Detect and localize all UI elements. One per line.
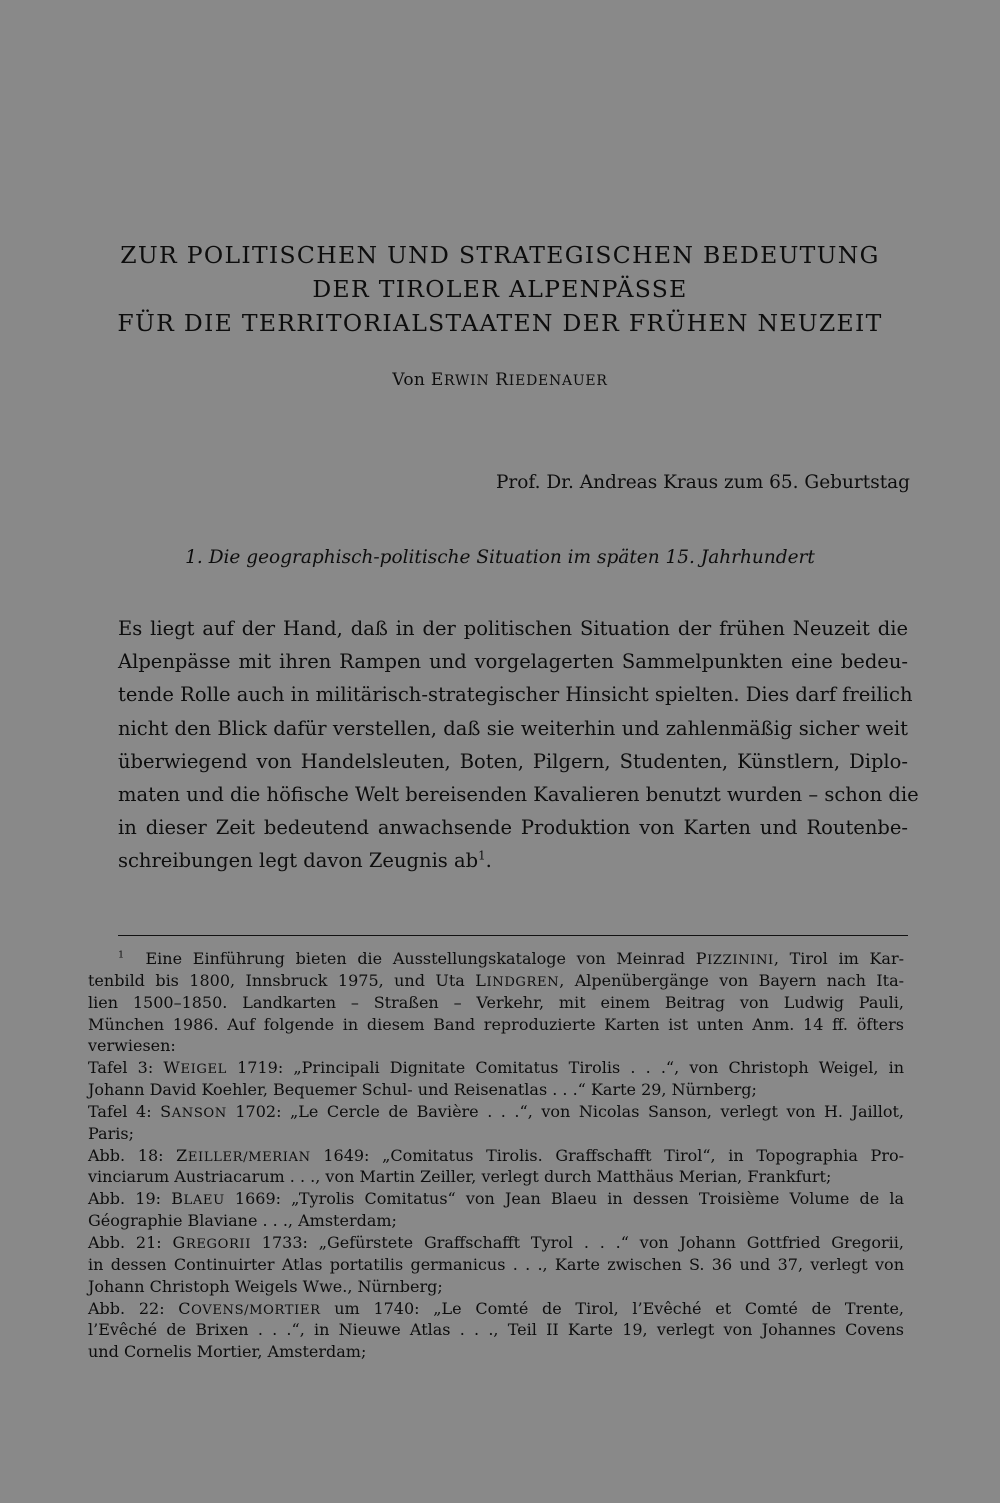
body-line: überwiegend von Handelsleuten, Boten, Pilgern, Studenten, Künstlern, Diplo- <box>118 749 908 773</box>
footnote-line: tenbild bis 1800, Innsbruck 1975, und Uta LINDGREN, Alpenübergänge von Bayern nach Ita- <box>88 970 905 990</box>
body-line: tende Rolle auch in militärisch-strategischer Hinsicht spielten. Dies darf freilich <box>118 683 913 707</box>
footnote-line: $^1$ Eine Einführung bieten die Ausstellungskataloge von Meinrad PIZZININI, Tirol im Kar- <box>118 949 905 968</box>
map-entry-tafel-4: Tafel 4: SANSON 1702: „Le Cercle de Bavière . . .“, von Nicolas Sanson, verlegt von H. Jaillot, <box>88 1101 905 1121</box>
title-line: ZUR POLITISCHEN UND STRATEGISCHEN BEDEUTUNG <box>120 241 880 269</box>
body-line: nicht den Blick dafür verstellen, daß sie weiterhin und zahlenmäßig sicher weit <box>118 716 908 740</box>
article-title <box>0 238 1000 340</box>
footnote-reference[interactable]: 1 <box>478 848 486 863</box>
map-entry-line: Johann Christoph Weigels Wwe., Nürnberg; <box>88 1276 443 1296</box>
map-entry-line: vinciarum Austriacarum . . ., von Martin Zeiller, verlegt durch Matthäus Merian, Frankfurt; <box>88 1167 832 1187</box>
author-byline <box>0 370 1000 390</box>
dedication: Prof. Dr. Andreas Kraus zum 65. Geburtstag <box>495 472 910 493</box>
map-entry-abb-18: Abb. 18: ZEILLER/MERIAN 1649: „Comitatus Tirolis. Graffschafft Tirol“, in Topographia Pro- <box>88 1145 904 1165</box>
map-entry-abb-19: Abb. 19: BLAEU 1669: „Tyrolis Comitatus“ von Jean Blaeu in dessen Troisième Volume de la <box>88 1189 904 1209</box>
author-prefix: Von <box>392 370 426 390</box>
footnote-line: lien 1500–1850. Landkarten – Straßen – Verkehr, mit einem Beitrag von Ludwig Pauli, <box>88 992 904 1012</box>
map-entry-tafel-3: Tafel 3: WEIGEL 1719: „Principali Dignitate Comitatus Tirolis . . .“, von Christoph Weigel, in <box>88 1058 905 1078</box>
body-line-last: schreibungen legt davon Zeugnis $ab^1$. <box>118 848 492 873</box>
footnote-separator <box>118 935 908 936</box>
author-last-name: RIEDENAUER <box>495 370 608 390</box>
map-entry-abb-21: Abb. 21: GREGORII 1733: „Gefürstete Graffschafft Tyrol . . .“ von Johann Gottfried Gregorii, <box>88 1232 905 1252</box>
body-line: maten und die höfische Welt bereisenden Kavalieren benutzt wurden – schon die <box>118 782 919 806</box>
map-entry-abb-22: Abb. 22: COVENS/MORTIER um 1740: „Le Comté de Tirol, l’Evêché et Comté de Trente, <box>88 1298 904 1318</box>
author-first-name: ERWIN <box>430 370 490 390</box>
body-paragraph <box>118 612 919 878</box>
body-line: Es liegt auf der Hand, daß in der politischen Situation der frühen Neuzeit die <box>118 617 908 640</box>
footnote-marker: 1 <box>118 949 125 961</box>
map-entry-line: Géographie Blaviane . . ., Amsterdam; <box>88 1211 397 1231</box>
map-entry-line: und Cornelis Mortier, Amsterdam; <box>88 1342 367 1362</box>
title-line: DER TIROLER ALPENPÄSSE <box>312 275 688 303</box>
section-heading: 1. Die geographisch-politische Situation im späten 15. Jahrhundert <box>185 547 815 568</box>
body-line: Alpenpässe mit ihren Rampen und vorgelagerten Sammelpunkten eine bedeu- <box>118 650 908 674</box>
map-entry-line: l’Evêché de Brixen . . .“, in Nieuwe Atlas . . ., Teil II Karte 19, verlegt von Johannes Covens <box>88 1320 904 1340</box>
footnote-line: München 1986. Auf folgende in diesem Band reproduzierte Karten ist unten Anm. 14 ff. öfters <box>88 1014 904 1034</box>
map-entry-line: Paris; <box>88 1123 134 1143</box>
map-entry-line: Johann David Koehler, Bequemer Schul- und Reisenatlas . . .“ Karte 29, Nürnberg; <box>88 1080 757 1100</box>
title-line: FÜR DIE TERRITORIALSTAATEN DER FRÜHEN NEUZEIT <box>117 309 883 337</box>
map-entry-line: in dessen Continuirter Atlas portatilis germanicus . . ., Karte zwischen S. 36 und 37, verlegt von <box>88 1254 904 1274</box>
footnotes <box>88 948 904 1363</box>
body-line: in dieser Zeit bedeutend anwachsende Produktion von Karten und Routenbe- <box>118 816 908 840</box>
footnote-line: verwiesen: <box>88 1036 176 1056</box>
